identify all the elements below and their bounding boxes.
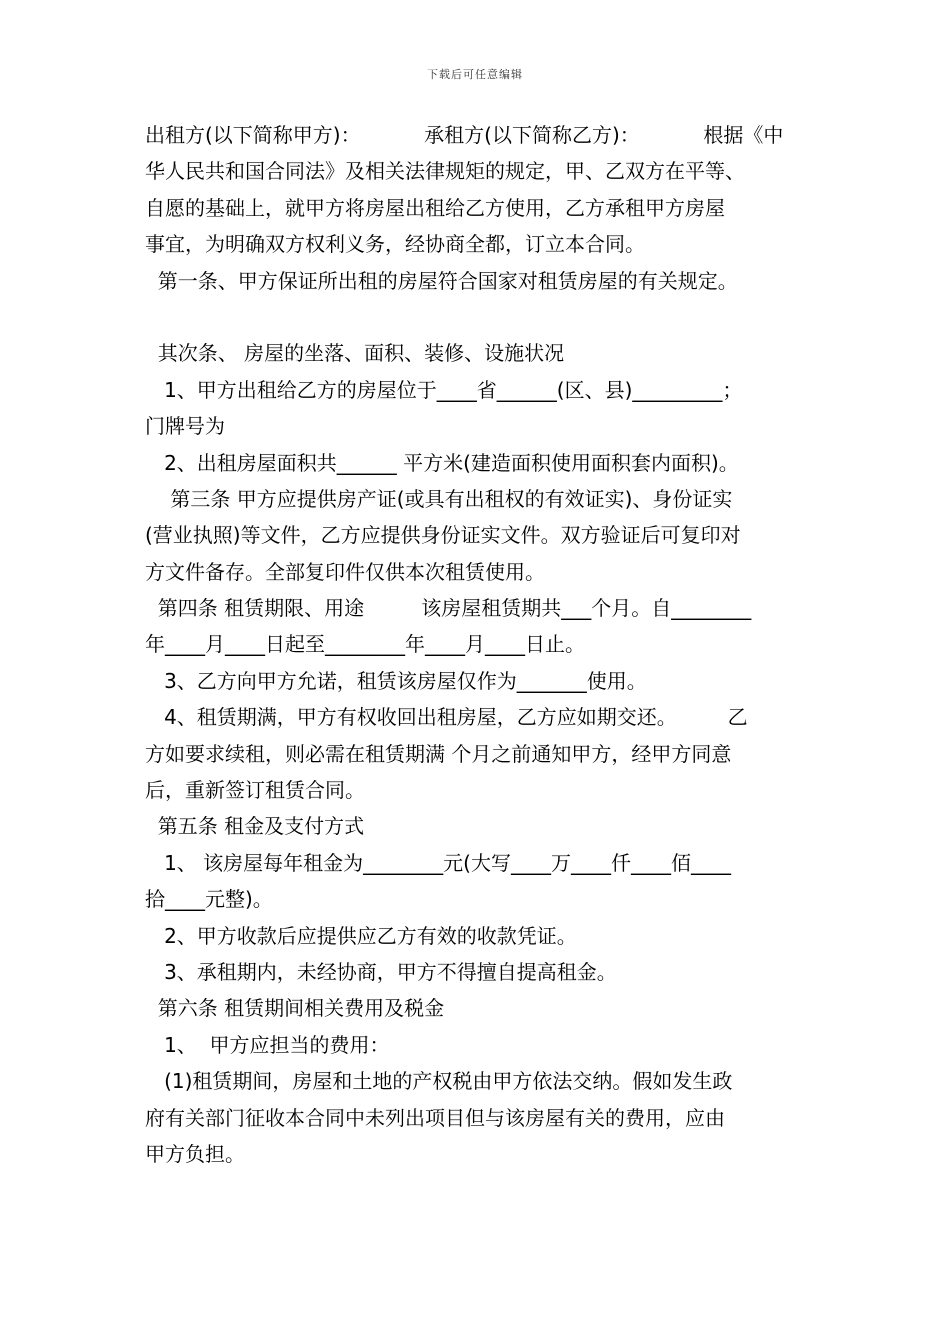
paragraph-line: 甲方负担。 xyxy=(145,1141,245,1166)
page-header: 下载后可任意编辑 xyxy=(427,68,523,81)
article-6-heading: 第六条 租赁期间相关费用及税金 xyxy=(145,996,445,1021)
article-3-line: 第三条 甲方应提供房产证(或具有出租权的有效证实)、身份证实 xyxy=(145,486,733,511)
paragraph-line: 出租方(以下简称甲方)： 承租方(以下简称乙方)： 根据《中 xyxy=(145,123,784,147)
paragraph-line: 4、租赁期满，甲方有权收回出租房屋，乙方应如期交还。 乙 xyxy=(145,705,748,730)
paragraph-line: 年____月____日起至________年____月____日止。 xyxy=(145,632,585,657)
paragraph-line: 1、 甲方应担当的费用： xyxy=(145,1032,390,1057)
paragraph-line: (营业执照)等文件，乙方应提供身份证实文件。双方验证后可复印对 xyxy=(145,523,741,548)
paragraph-line: 后，重新签订租赁合同。 xyxy=(145,778,365,803)
paragraph-line: 华人民共和国合同法》及相关法律规矩的规定，甲、乙双方在平等、 xyxy=(145,159,745,184)
paragraph-line: 1、甲方出租给乙方的房屋位于____省______(区、县)_________； xyxy=(145,377,743,402)
article-5-heading: 第五条 租金及支付方式 xyxy=(145,814,365,839)
paragraph-line: 门牌号为 xyxy=(145,414,225,439)
article-4-line: 第四条 租赁期限、用途 该房屋租赁期共___个月。自________ xyxy=(145,596,752,621)
paragraph-line: 方文件备存。全部复印件仅供本次租赁使用。 xyxy=(145,559,545,584)
paragraph-line: 2、出租房屋面积共______ 平方米(建造面积使用面积套内面积)。 xyxy=(145,450,739,475)
paragraph-line: 事宜，为明确双方权利义务，经协商全都，订立本合同。 xyxy=(145,232,645,257)
paragraph-line: 自愿的基础上，就甲方将房屋出租给乙方使用，乙方承租甲方房屋 xyxy=(145,195,725,220)
paragraph-line: 府有关部门征收本合同中未列出项目但与该房屋有关的费用，应由 xyxy=(145,1105,725,1130)
paragraph-line: 3、承租期内，未经协商，甲方不得擅自提高租金。 xyxy=(145,959,617,984)
paragraph-line: 拾____元整)。 xyxy=(145,887,273,912)
paragraph-line: (1)租赁期间，房屋和土地的产权税由甲方依法交纳。假如发生政 xyxy=(145,1069,733,1094)
paragraph-line: 1、 该房屋每年租金为________元(大写____万____仟____佰____ xyxy=(145,850,731,875)
paragraph-line: 方如要求续租，则必需在租赁期满 个月之前通知甲方，经甲方同意 xyxy=(145,741,732,766)
article-1-line: 第一条、甲方保证所出租的房屋符合国家对租赁房屋的有关规定。 xyxy=(145,268,738,293)
blank-line xyxy=(145,299,810,335)
contract-body xyxy=(145,117,810,1172)
paragraph-line: 3、乙方向甲方允诺，租赁该房屋仅作为_______使用。 xyxy=(145,668,647,693)
article-2-heading: 其次条、 房屋的坐落、面积、装修、设施状况 xyxy=(145,341,565,366)
paragraph-line: 2、甲方收款后应提供应乙方有效的收款凭证。 xyxy=(145,923,577,948)
